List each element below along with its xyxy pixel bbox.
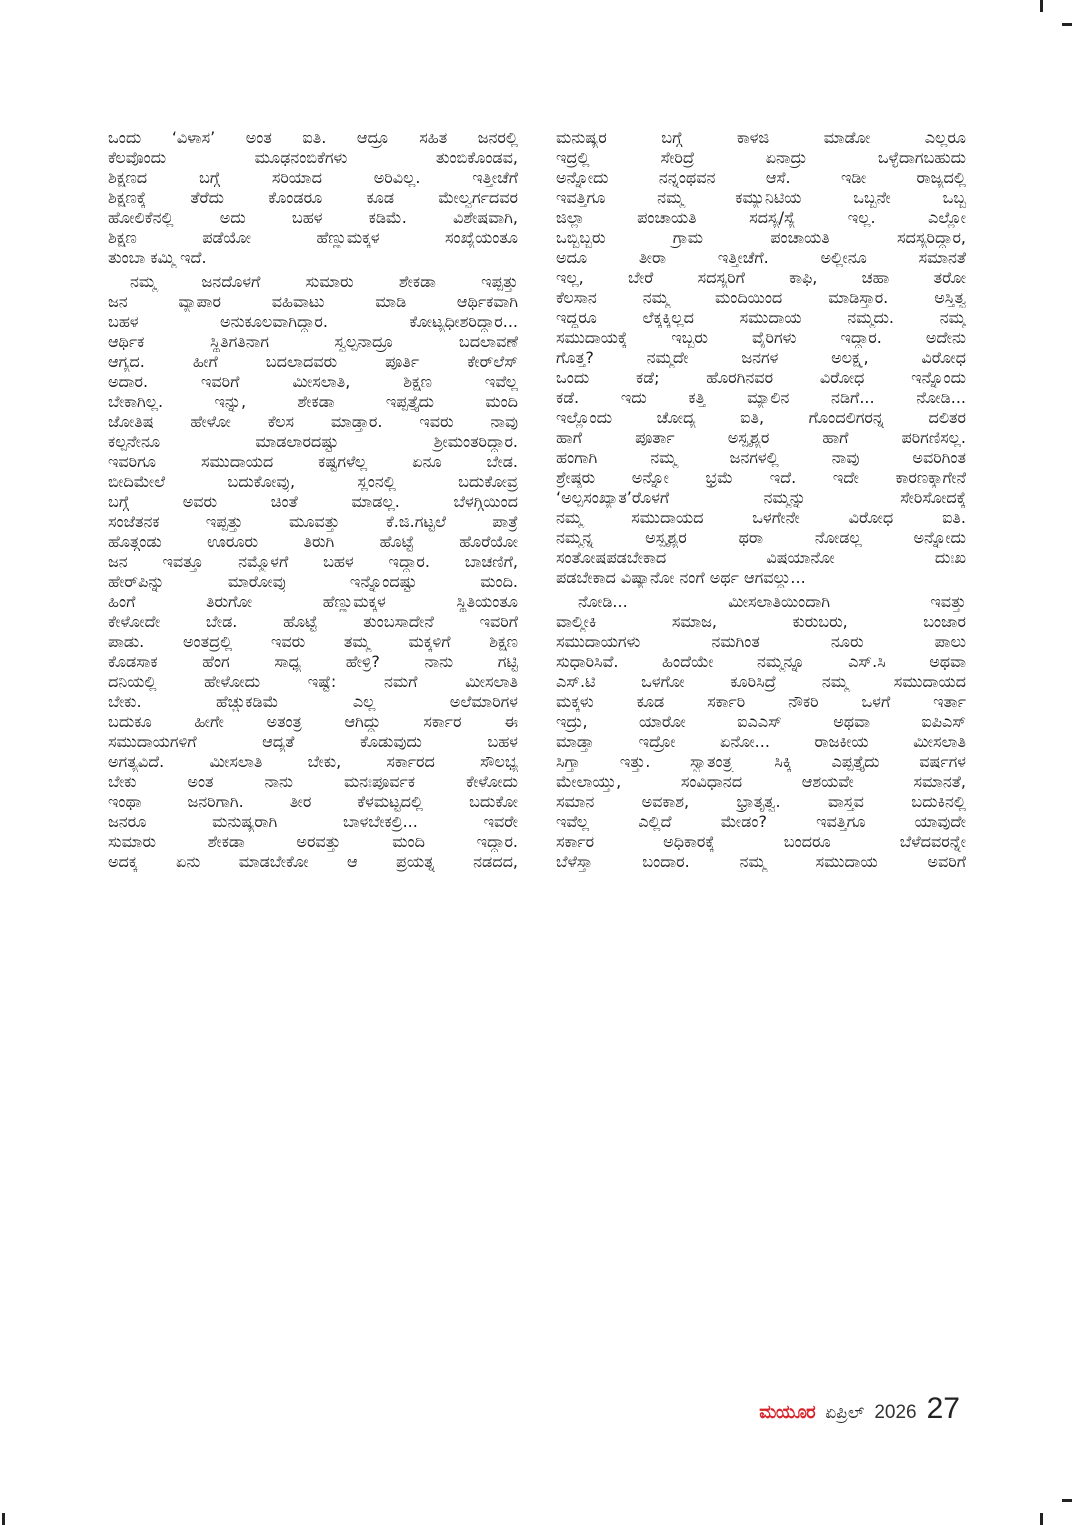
text-line: ಮಾಡ್ತಾ ಇದ್ರೋ ಏನೋ... ರಾಜಕೀಯ ಮೀಸಲಾತಿ <box>556 732 966 751</box>
text-line: ಒಂದು ಕಡೆ; ಹೊರಗಿನವರ ವಿರೋಧ ಇನ್ನೊಂದು <box>556 368 966 387</box>
text-line: ಸಂತೋಷಪಡಬೇಕಾದ ವಿಷಯಾನೋ ದುಃಖ <box>556 548 966 567</box>
text-line: ಇದ್ರು, ಯಾರೋ ಐಎಎಸ್ ಅಥವಾ ಐಪಿಎಸ್ <box>556 712 966 731</box>
text-line: ಜನರೂ ಮನುಷ್ಯರಾಗಿ ಬಾಳಬೇಕಲ್ರಿ... ಇವರೇ <box>108 812 518 831</box>
text-line: ಗೊತ್ತ? ನಮ್ಮದೇ ಜನಗಳ ಅಲಕ್ಷ್ಯ, ವಿರೋಧ <box>556 348 966 367</box>
text-line: ಸಮುದಾಯಗಳಿಗೆ ಆದ್ಯತೆ ಕೊಡುವುದು ಬಹಳ <box>108 732 518 751</box>
text-line: ಮನುಷ್ಯರ ಬಗ್ಗೆ ಕಾಳಜಿ ಮಾಡೋ ಎಲ್ಲರೂ <box>556 128 966 147</box>
text-line: ಹಾಗೆ ಪೂರ್ತಾ ಅಸ್ಪೃಶ್ಯರ ಹಾಗೆ ಪರಿಗಣಿಸಲ್ಲ. <box>556 428 966 447</box>
text-line: ಕೆಲವೊಂದು ಮೂಢನಂಬಿಕೆಗಳು ತುಂಬಿಕೊಂಡವ, <box>108 148 518 167</box>
text-line: ‘ಅಲ್ಪಸಂಖ್ಯಾತ’ರೊಳಗೆ ನಮ್ಮನ್ನು ಸೇರಿಸೋದಕ್ಕೆ <box>556 488 966 507</box>
text-line: ಶಿಕ್ಷಣದ ಬಗ್ಗೆ ಸರಿಯಾದ ಅರಿವಿಲ್ಲ. ಇತ್ತೀಚೆಗೆ <box>108 168 518 187</box>
magazine-logo: ಮಯೂರ <box>759 1402 816 1423</box>
text-line: ಕೆಲಸಾನ ನಮ್ಮ ಮಂದಿಯಿಂದ ಮಾಡಿಸ್ತಾರ. ಅಸ್ತಿತ್ವ <box>556 288 966 307</box>
text-line: ಬೆಳೆಸ್ತಾ ಬಂದಾರ. ನಮ್ಮ ಸಮುದಾಯ ಅವರಿಗೆ <box>556 852 966 871</box>
paragraph <box>108 128 518 268</box>
text-line: ಸಮುದಾಯಕ್ಕೆ ಇಬ್ಬರು ವೈರಿಗಳು ಇದ್ದಾರ. ಅದೇನು <box>556 328 966 347</box>
text-line: ಜೋತಿಷ ಹೇಳೋ ಕೆಲಸ ಮಾಡ್ತಾರ. ಇವರು ನಾವು <box>108 412 518 431</box>
text-line: ವಾಲ್ಮೀಕಿ ಸಮಾಜ, ಕುರುಬರು, ಬಂಜಾರ <box>556 612 966 631</box>
text-line: ಜಿಲ್ಲಾ ಪಂಚಾಯತಿ ಸದಸ್ಯ/ಸ್ಯೆ ಇಲ್ಲ. ಎಲ್ಲೋ <box>556 208 966 227</box>
crop-mark-bottom-right <box>1040 1513 1043 1525</box>
crop-mark-bottom-right-h <box>1062 1499 1072 1502</box>
text-line: ಶಿಕ್ಷಣ ಪಡೆಯೋ ಹೆಣ್ಣುಮಕ್ಕಳ ಸಂಖ್ಯೆಯಂತೂ <box>108 228 518 247</box>
issue-year: 2026 <box>874 1402 917 1423</box>
paragraph <box>556 592 966 872</box>
text-line: ಸುಮಾರು ಶೇಕಡಾ ಅರವತ್ತು ಮಂದಿ ಇದ್ದಾರ. <box>108 832 518 851</box>
text-line: ಬೇಕು. ಹೆಚ್ಚುಕಡಿಮೆ ಎಲ್ಲ ಅಲೆಮಾರಿಗಳ <box>108 692 518 711</box>
text-line: ಇವತ್ತಿಗೂ ನಮ್ಮ ಕಮ್ಯುನಿಟಿಯ ಒಬ್ಬನೇ ಒಬ್ಬ <box>556 188 966 207</box>
crop-mark-top-right-h <box>1062 23 1072 26</box>
text-line: ಜನ ಇವತ್ತೂ ನಮ್ಮೊಳಗೆ ಬಹಳ ಇದ್ದಾರ. ಬಾಚಣಿಗೆ, <box>108 552 518 571</box>
text-line: ಹೊತ್ಗಂಡು ಊರೂರು ತಿರುಗಿ ಹೊಟ್ಟೆ ಹೊರೆಯೋ <box>108 532 518 551</box>
left-column <box>108 128 518 872</box>
page-number: 27 <box>926 1392 960 1425</box>
text-line: ನಮ್ಮ ಜನದೊಳಗೆ ಸುಮಾರು ಶೇಕಡಾ ಇಪ್ಪತ್ತು <box>130 272 518 291</box>
text-line: ಸಿಗ್ತಾ ಇತ್ತು. ಸ್ವಾತಂತ್ರ್ಯ ಸಿಕ್ಕಿ ಎಪ್ಪತ್ತೈದು ವರ್ಷಗಳ <box>556 752 966 771</box>
text-line: ಹೇರ್‌ಪಿನ್ನು ಮಾರೋವ್ರು ಇನ್ನೊಂದಷ್ಟು ಮಂದಿ. <box>108 572 518 591</box>
text-line: ತುಂಬಾ ಕಮ್ಮಿ ಇದೆ. <box>108 248 207 267</box>
text-line: ಇಂಥಾ ಜನರಿಗಾಗಿ. ತೀರ ಕೆಳಮಟ್ಟದಲ್ಲಿ ಬದುಕೋ <box>108 792 518 811</box>
paragraph <box>108 272 518 872</box>
text-line: ಬೀದಿಮೇಲೆ ಬದುಕೋವ್ರು, ಸ್ಲಂನಲ್ಲಿ ಬದುಕೋವ್ರ <box>108 472 518 491</box>
text-line: ಇಲ್ಲೊಂದು ಚೋದ್ಯ ಐತಿ, ಗೊಂದಲಿಗರನ್ನ ದಲಿತರ <box>556 408 966 427</box>
text-line: ಒಬ್ಬಿಬ್ಬರು ಗ್ರಾಮ ಪಂಚಾಯತಿ ಸದಸ್ಯರಿದ್ದಾರ, <box>556 228 966 247</box>
text-line: ಆಗ್ಯದ. ಹೀಗೆ ಬದಲಾದವರು ಪೂರ್ತಿ ಕೇರ್‌ಲೆಸ್ <box>108 352 518 371</box>
text-line: ಮಕ್ಕಳು ಕೂಡ ಸರ್ಕಾರಿ ನೌಕರಿ ಒಳಗೆ ಇರ್ತಾ <box>556 692 966 711</box>
text-line: ಸಂಜೆತನಕ ಇಪ್ಪತ್ತು ಮೂವತ್ತು ಕೆ.ಜಿ.ಗಟ್ಟಲೆ ಪಾತ್ರೆ <box>108 512 518 531</box>
text-line: ಶ್ರೇಷ್ಠರು ಅನ್ನೋ ಭ್ರಮೆ ಇದೆ. ಇದೇ ಕಾರಣಕ್ಕಾಗೇನೆ <box>556 468 966 487</box>
text-line: ಕಲ್ಪನೇನೂ ಮಾಡಲಾರದಷ್ಟು ಶ್ರೀಮಂತರಿದ್ದಾರ. <box>108 432 518 451</box>
text-line: ನೋಡಿ... ಮೀಸಲಾತಿಯಿಂದಾಗಿ ಇವತ್ತು <box>578 592 966 611</box>
text-line: ಬದುಕೂ ಹೀಗೇ ಅತಂತ್ರ ಆಗಿದ್ದು ಸರ್ಕಾರ ಈ <box>108 712 518 731</box>
crop-mark-bottom-left <box>2 1513 5 1525</box>
text-line: ಸಮಾನ ಅವಕಾಶ, ಭ್ರಾತೃತ್ವ. ವಾಸ್ತವ ಬದುಕಿನಲ್ಲಿ <box>556 792 966 811</box>
text-line: ಇದ್ದರೂ ಲೆಕ್ಕಕ್ಕಿಲ್ಲದ ಸಮುದಾಯ ನಮ್ಮದು. ನಮ್ಮ <box>556 308 966 327</box>
text-line: ಇವೆಲ್ಲ ಎಲ್ಲಿದೆ ಮೇಡಂ? ಇವತ್ತಿಗೂ ಯಾವುದೇ <box>556 812 966 831</box>
text-line: ಹಿಂಗೆ ತಿರುಗೋ ಹೆಣ್ಣುಮಕ್ಕಳ ಸ್ಥಿತಿಯಂತೂ <box>108 592 518 611</box>
text-line: ಜನ ವ್ಯಾಪಾರ ವಹಿವಾಟು ಮಾಡಿ ಆರ್ಥಿಕವಾಗಿ <box>108 292 518 311</box>
text-line: ಬೇಕು ಅಂತ ನಾನು ಮನಃಪೂರ್ವಕ ಕೇಳೋದು <box>108 772 518 791</box>
magazine-page <box>108 128 966 1428</box>
text-line: ಆರ್ಥಿಕ ಸ್ಥಿತಿಗತಿನಾಗ ಸ್ವಲ್ಪನಾದ್ರೂ ಬದಲಾವಣೆ <box>108 332 518 351</box>
text-line: ಸರ್ಕಾರ ಅಧಿಕಾರಕ್ಕೆ ಬಂದರೂ ಬೆಳೆದವರನ್ನೇ <box>556 832 966 851</box>
text-line: ನಮ್ಮ ಸಮುದಾಯದ ಒಳಗೇನೇ ವಿರೋಧ ಐತಿ. <box>556 508 966 527</box>
text-line: ಬಹಳ ಅನುಕೂಲವಾಗಿದ್ದಾರ. ಕೋಟ್ಯಧೀಶರಿದ್ದಾರ... <box>108 312 518 331</box>
text-line: ಇದ್ರಲ್ಲಿ ಸೇರಿದ್ರೆ ಏನಾದ್ರು ಒಳ್ಳೆದಾಗಬಹುದು <box>556 148 966 167</box>
text-line: ಅನ್ನೋದು ನನ್ನಂಥವನ ಆಸೆ. ಇಡೀ ರಾಜ್ಯದಲ್ಲಿ <box>556 168 966 187</box>
text-line: ಕೇಳೋದೇ ಬೇಡ. ಹೊಟ್ಟೆ ತುಂಬಸಾದೇನೆ ಇವರಿಗೆ <box>108 612 518 631</box>
text-line: ಮೇಲಾಯ್ತು, ಸಂವಿಧಾನದ ಆಶಯವೇ ಸಮಾನತೆ, <box>556 772 966 791</box>
text-line: ಇಲ್ಲ, ಬೇರೆ ಸದಸ್ಯರಿಗೆ ಕಾಫಿ, ಚಹಾ ತರೋ <box>556 268 966 287</box>
text-line: ಕೊಡಸಾಕ ಹೆಂಗ ಸಾಧ್ಯ ಹೇಳ್ರಿ? ನಾನು ಗಟ್ಟಿ <box>108 652 518 671</box>
text-line: ಸಮುದಾಯಗಳು ನಮಗಿಂತ ನೂರು ಪಾಲು <box>556 632 966 651</box>
text-line: ಪಾಡು. ಅಂತದ್ರಲ್ಲಿ ಇವರು ತಮ್ಮ ಮಕ್ಕಳಿಗೆ ಶಿಕ್ಷಣ <box>108 632 518 651</box>
text-line: ಅದೂ ತೀರಾ ಇತ್ತೀಚೆಗೆ. ಅಲ್ಲೀನೂ ಸಮಾನತೆ <box>556 248 966 267</box>
text-line: ಪಡಬೇಕಾದ ವಿಷ್ಯಾನೋ ನಂಗೆ ಅರ್ಥ ಆಗವಲ್ದು... <box>556 568 806 587</box>
text-line: ದನಿಯಲ್ಲಿ ಹೇಳೋದು ಇಷ್ಟೆ: ನಮಗೆ ಮೀಸಲಾತಿ <box>108 672 518 691</box>
text-line: ಬೇಕಾಗಿಲ್ಲ. ಇನ್ನು, ಶೇಕಡಾ ಇಪ್ಪತ್ತೈದು ಮಂದಿ <box>108 392 518 411</box>
text-line: ಬಗ್ಗೆ ಅವರು ಚಿಂತೆ ಮಾಡಲ್ಲ. ಬೆಳಗ್ಗಿಯಿಂದ <box>108 492 518 511</box>
right-column <box>556 128 966 872</box>
text-line: ಹಂಗಾಗಿ ನಮ್ಮ ಜನಗಳಲ್ಲಿ ನಾವು ಅವರಿಗಿಂತ <box>556 448 966 467</box>
text-line: ಇವರಿಗೂ ಸಮುದಾಯದ ಕಷ್ಟಗಳೆಲ್ಲ ಏನೂ ಬೇಡ. <box>108 452 518 471</box>
text-line: ಅದಕ್ಕ ಏನು ಮಾಡಬೇಕೋ ಆ ಪ್ರಯತ್ನ ನಡದದ, <box>108 852 518 871</box>
page-footer <box>759 1392 960 1426</box>
text-line: ಸುಧಾರಿಸಿವೆ. ಹಿಂದೆಯೇ ನಮ್ಮನ್ನೂ ಎಸ್.ಸಿ ಅಥವಾ <box>556 652 966 671</box>
text-line: ಶಿಕ್ಷಣಕ್ಕೆ ತೆರೆದು ಕೊಂಡರೂ ಕೂಡ ಮೇಲ್ವರ್ಗದವರ <box>108 188 518 207</box>
text-line: ಎಸ್.ಟಿ ಒಳಗೋ ಕೂರಿಸಿದ್ರೆ ನಮ್ಮ ಸಮುದಾಯದ <box>556 672 966 691</box>
text-line: ಕಡೆ. ಇದು ಕತ್ತಿ ಮ್ಯಾಲಿನ ನಡಿಗೆ... ನೋಡಿ... <box>556 388 966 407</box>
text-line: ಒಂದು ‘ವಿಳಾಸ’ ಅಂತ ಐತಿ. ಆದ್ರೂ ಸಹಿತ ಜನರಲ್ಲಿ <box>108 128 518 147</box>
issue-month: ಏಪ್ರಿಲ್ <box>825 1403 865 1423</box>
text-line: ಹೋಲಿಕೆನಲ್ಲಿ ಅದು ಬಹಳ ಕಡಿಮೆ. ವಿಶೇಷವಾಗಿ, <box>108 208 518 227</box>
text-line: ಅದಾರ. ಇವರಿಗೆ ಮೀಸಲಾತಿ, ಶಿಕ್ಷಣ ಇವೆಲ್ಲ <box>108 372 518 391</box>
text-line: ನಮ್ಮನ್ನ ಅಸ್ಪೃಶ್ಯರ ಥರಾ ನೋಡಲ್ಲ ಅನ್ನೋದು <box>556 528 966 547</box>
paragraph <box>556 128 966 588</box>
crop-mark-top-right <box>1040 0 1043 12</box>
text-line: ಅಗತ್ಯವಿದೆ. ಮೀಸಲಾತಿ ಬೇಕು, ಸರ್ಕಾರದ ಸೌಲಭ್ಯ <box>108 752 518 771</box>
